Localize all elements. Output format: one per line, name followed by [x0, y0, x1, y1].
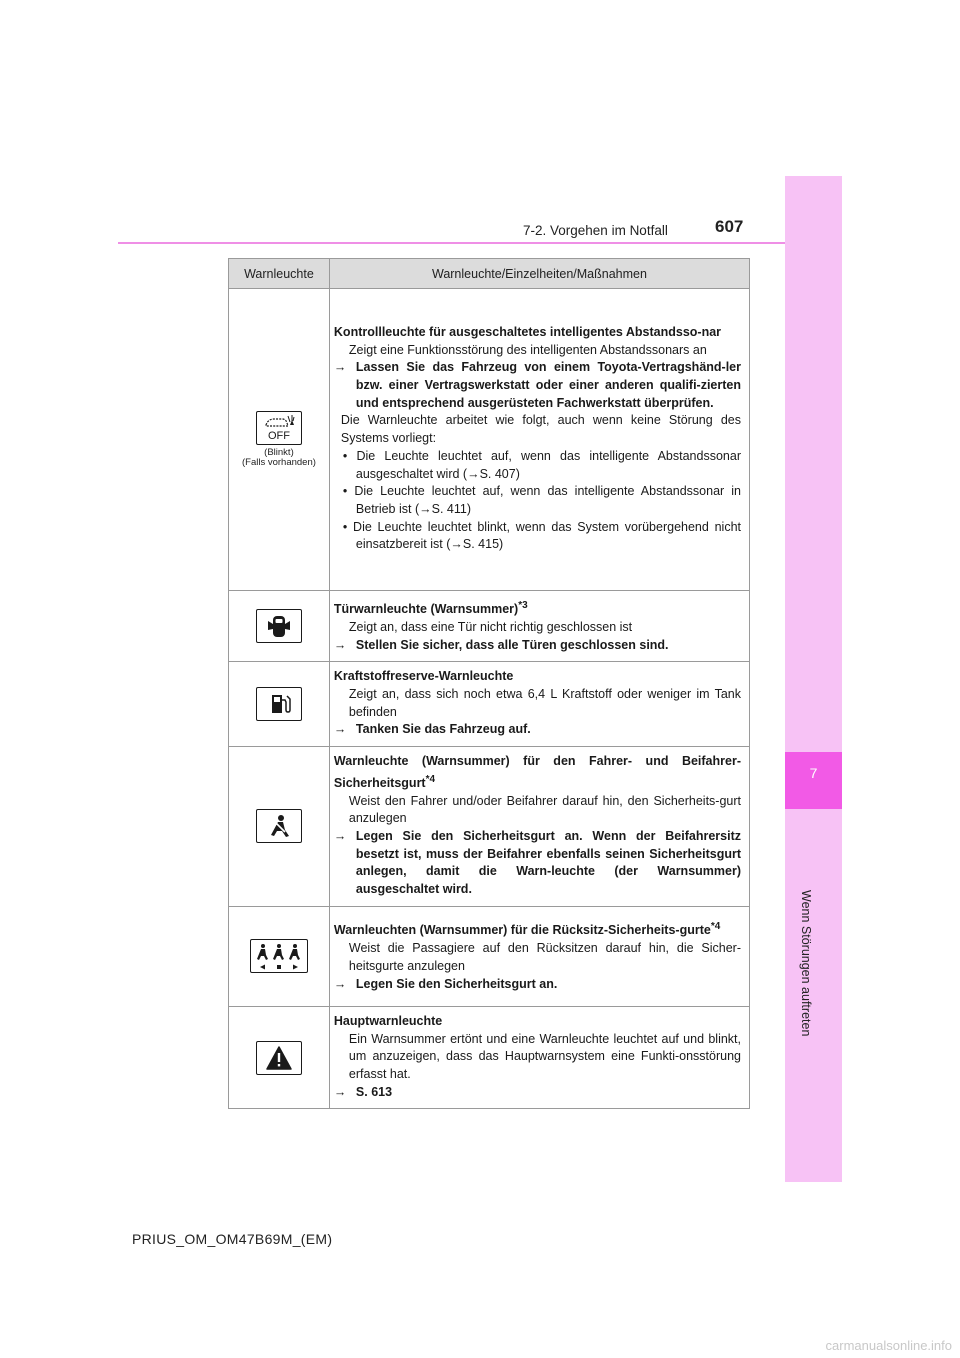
list-item: • Die Leuchte leuchtet auf, wenn das intelligente Abstandssonar in Betrieb ist (→S. 411) [342, 484, 741, 516]
light-action: → Stellen Sie sicher, dass alle Türen geschlossen sind. [334, 637, 741, 655]
arrow-icon: → [333, 722, 347, 737]
icon-cell [229, 906, 330, 1006]
light-title: Hauptwarnleuchte [333, 1013, 443, 1028]
watermark: carmanualsonline.info [825, 1338, 952, 1353]
light-description: Zeigt an, dass sich noch etwa 6,4 L Kraftstoff oder weniger im Tank befinden [348, 686, 741, 719]
light-action: → Tanken Sie das Fahrzeug auf. [334, 721, 741, 739]
table-header-row [229, 259, 750, 289]
column-header-details: Warnleuchte/Einzelheiten/Maßnahmen [329, 259, 749, 289]
page-number: 607 [715, 217, 744, 236]
light-description: Weist die Passagiere auf den Rücksitzen darauf hin, die Sicher-heitsgurte anzulegen [348, 941, 741, 973]
list-item: • Die Leuchte leuchtet blinkt, wenn das System vorübergehend nicht einsatzbereit ist (→S. 415) [342, 519, 741, 552]
arrow-icon: → [333, 637, 347, 652]
icon-cell [229, 747, 330, 907]
icon-cell [229, 289, 330, 591]
text-cell [329, 747, 749, 907]
light-title: Warnleuchte (Warnsummer) für den Fahrer- und Beifahrer-Sicherheitsgurt$^{*4}$ [333, 754, 741, 790]
page-reference-link[interactable]: → S. 613 [334, 1084, 741, 1102]
light-description: Ein Warnsummer ertönt und eine Warnleuchte leuchtet auf und blinkt, um anzuzeigen, dass das Hauptwarnsystem eine Funkti-onsstörung erfasst hat. [348, 1031, 741, 1081]
light-title: Warnleuchten (Warnsummer) für die Rücksitz-Sicherheits-gurte$^{*4}$ [333, 921, 721, 938]
icon-caption-optional: (Falls vorhanden) [241, 457, 316, 468]
icon-caption-blink: (Blinkt) [264, 446, 294, 458]
icon-cell [229, 591, 330, 662]
arrow-icon: → [333, 360, 347, 375]
text-cell [329, 289, 749, 591]
header-rule [118, 242, 785, 244]
icon-cell [229, 662, 330, 747]
table-row [229, 906, 750, 1006]
table-row [229, 1006, 750, 1109]
sonar-off-icon [256, 411, 302, 445]
light-action: → Legen Sie den Sicherheitsgurt an. [334, 976, 741, 994]
text-cell [329, 591, 749, 662]
light-action: → Legen Sie den Sicherheitsgurt an. Wenn der Beifahrersitz besetzt ist, muss der Beifahrer ebenfalls seinen Sicherheitsgurt anlegen, damit die Warn-leuchte (der Warnsummer) ausgeschaltet wird. [333, 829, 741, 897]
chapter-side-tab [785, 176, 842, 1182]
section-title: 7-2. Vorgehen im Notfall [523, 223, 668, 238]
seatbelt-icon [256, 809, 302, 843]
chapter-title: Wenn Störungen auftreten [799, 890, 813, 1037]
text-cell [329, 662, 749, 747]
rear-seatbelt-icon [250, 939, 308, 973]
light-title: Kraftstoffreserve-Warnleuchte [333, 669, 514, 684]
door-open-icon [256, 609, 302, 643]
icon-cell [229, 1006, 330, 1109]
list-item: • Die Leuchte leuchtet auf, wenn das intelligente Abstandssonar ausgeschaltet wird (→S. 407) [342, 448, 741, 481]
fuel-pump-icon [256, 687, 302, 721]
text-cell [329, 1006, 749, 1109]
warning-light-table [228, 258, 750, 1109]
table-row [229, 289, 750, 591]
text-cell [329, 906, 749, 1006]
light-title: Türwarnleuchte (Warnsummer)$^{*3}$ [333, 600, 528, 617]
table-row [229, 591, 750, 662]
chapter-number: 7 [809, 765, 818, 781]
light-description: Weist den Fahrer und/oder Beifahrer darauf hin, den Sicherheits-gurt anzulegen [348, 793, 741, 826]
arrow-icon: → [333, 1084, 347, 1099]
light-note: Die Warnleuchte arbeitet wie folgt, auch wenn keine Störung des Systems vorliegt: [340, 413, 741, 446]
column-header-light: Warnleuchte [229, 259, 330, 289]
light-title: Kontrollleuchte für ausgeschaltetes intelligentes Abstandsso-nar [333, 324, 722, 339]
light-description: Zeigt eine Funktionsstörung des intelligenten Abstandssonars an [348, 342, 707, 357]
master-warning-icon [256, 1041, 302, 1075]
table-row [229, 747, 750, 907]
arrow-icon: → [333, 829, 347, 844]
document-code: PRIUS_OM_OM47B69M_(EM) [132, 1231, 333, 1247]
svg-text:OFF: OFF [267, 429, 290, 442]
light-description: Zeigt an, dass eine Tür nicht richtig geschlossen ist [348, 619, 633, 634]
light-action: → Lassen Sie das Fahrzeug von einem Toyota-Vertragshänd-ler bzw. einer Vertragswerkstatt oder einer anderen qualifi-zierten und entsprechend ausgerüsteten Fachwerkstatt überprüfen. [333, 360, 741, 410]
arrow-icon: → [333, 976, 347, 991]
table-row [229, 662, 750, 747]
